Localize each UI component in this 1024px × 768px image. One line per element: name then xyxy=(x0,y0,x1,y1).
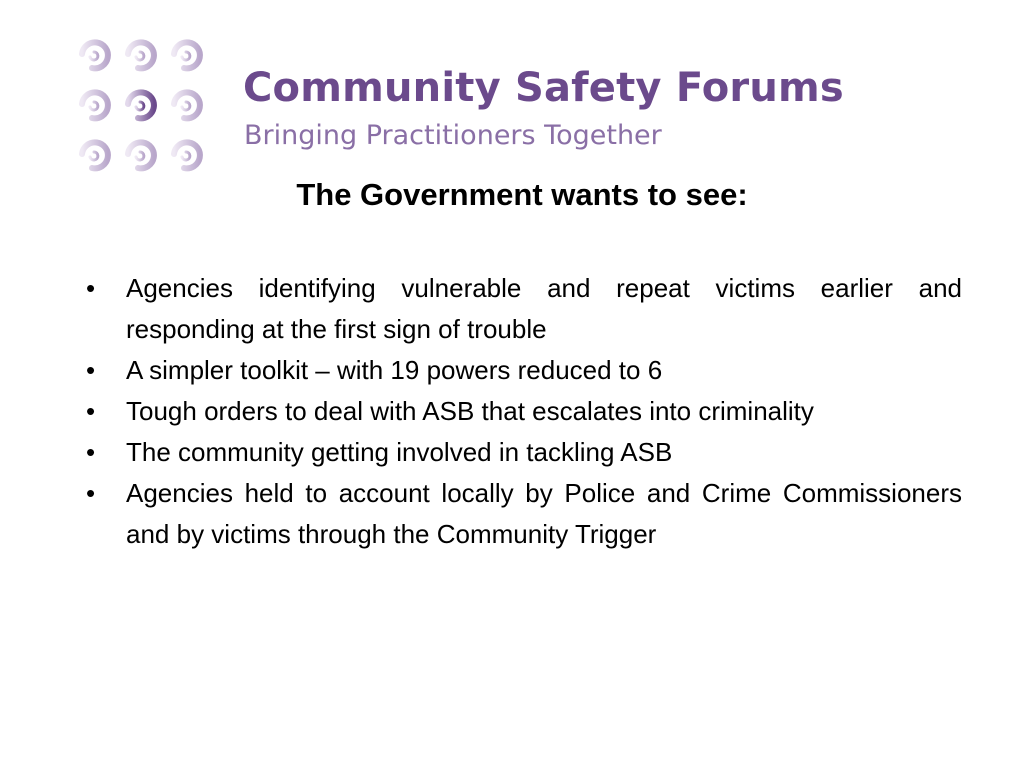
bullet-dot: • xyxy=(86,478,96,508)
org-name: Community Safety Forums xyxy=(243,65,844,111)
bullet-dot: • xyxy=(86,355,96,385)
swirl-grid-logo-icon xyxy=(74,38,214,186)
bullet-item xyxy=(86,391,962,432)
bullet-item xyxy=(86,350,962,391)
bullet-text: Agencies identifying vulnerable and repeat victims earlier and responding at the first sign of trouble xyxy=(126,273,962,344)
bullet-dot: • xyxy=(86,437,96,467)
bullet-item xyxy=(86,432,962,473)
bullet-text: The community getting involved in tackling ASB xyxy=(126,437,673,467)
bullet-text: Tough orders to deal with ASB that escalates into criminality xyxy=(126,396,814,426)
bullet-dot: • xyxy=(86,273,96,303)
bullet-item xyxy=(86,473,962,555)
bullet-dot: • xyxy=(86,396,96,426)
bullet-text: Agencies held to account locally by Police and Crime Commissioners and by victims through the Community Trigger xyxy=(126,478,962,549)
bullet-text: A simpler toolkit – with 19 powers reduced to 6 xyxy=(126,355,663,385)
org-tagline: Bringing Practitioners Together xyxy=(244,120,662,151)
bullet-list xyxy=(86,268,962,555)
slide-title: The Government wants to see: xyxy=(296,177,748,212)
bullet-item xyxy=(86,268,962,350)
